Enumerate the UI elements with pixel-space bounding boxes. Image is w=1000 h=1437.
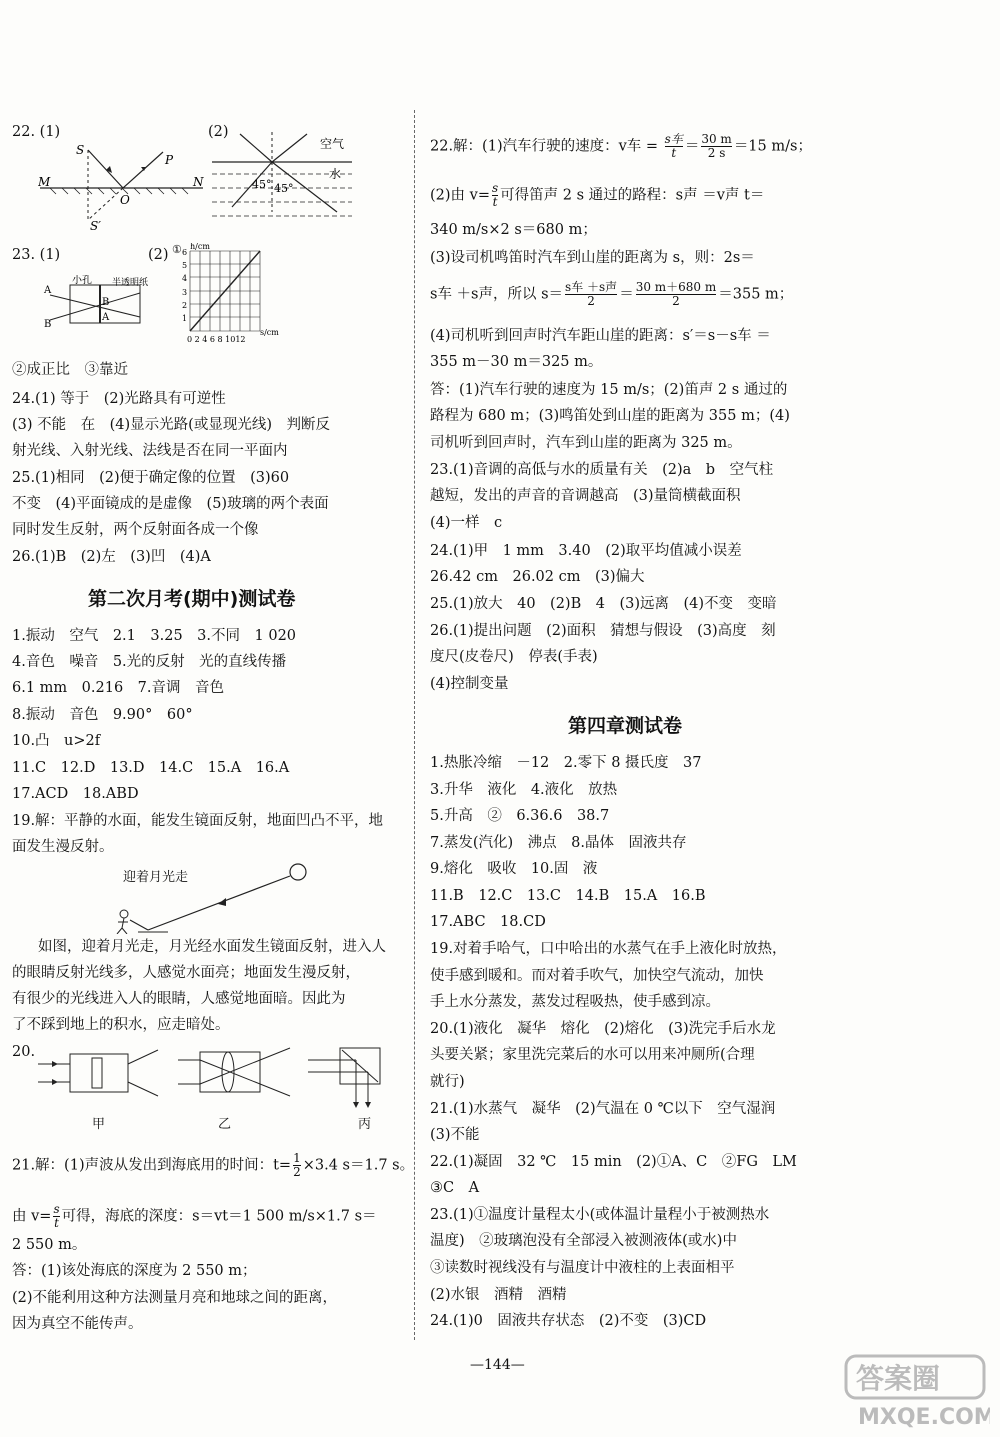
svg-text:S: S [76, 143, 85, 157]
svg-text:MXQE.COM: MXQE.COM [858, 1405, 990, 1430]
svg-text:s/cm: s/cm [260, 328, 279, 337]
answer-22-r-line2: (2)由 v= $\frac{s}{t}$ 可得笛声 2 s 通过的路程：s声 ＝v声 t＝ [430, 181, 765, 209]
answer-24-r-line1: 24.(1)甲 1 mm 3.40 (2)取平均值减小误差 [430, 543, 742, 559]
answer-22-r-line7: 355 m－30 m＝325 m。 [430, 354, 603, 370]
mid-answer-19-line4: 的眼睛反射光线多，人感觉水面亮；地面发生漫反射， [12, 965, 360, 981]
svg-text:答案圈: 答案圈 [856, 1362, 941, 1395]
mid-answer-21-line1: 21.解：(1)声波从发出到海底用的时间：t= $\frac{1}{2}$ ×3.4 s＝1.7 s。 [12, 1151, 415, 1179]
moonlight-figure [108, 862, 308, 934]
answer-26-r-line3: (4)控制变量 [430, 676, 509, 692]
water-label: 水 [329, 167, 342, 181]
svg-text:B: B [102, 297, 110, 308]
figure-22-2-label: (2) [208, 124, 229, 140]
svg-text:半透明纸: 半透明纸 [112, 278, 149, 288]
answer-23-r-line2: 越短，发出的声音的音调越高 (3)量筒横截面积 [430, 488, 741, 504]
answer-22-r-line4: (3)设司机鸣笛时汽车到山崖的距离为 s，则：2s＝ [430, 250, 755, 266]
answer-22-r-line10: 司机听到回声时，汽车到山崖的距离为 325 m。 [430, 435, 742, 451]
answer-23-r-line3: (4)一样 c [430, 515, 503, 531]
svg-text:B: B [44, 319, 52, 330]
svg-text:2: 2 [182, 301, 188, 310]
svg-text:h/cm: h/cm [190, 243, 210, 251]
mid-answer-21-line4: 答：(1)该处海底的深度为 2 550 m； [12, 1263, 257, 1279]
mid-answer-4-5: 4.音色 噪音 5.光的反射 光的直线传播 [12, 654, 287, 670]
ch4-answer-19-line1: 19.对着手哈气，口中哈出的水蒸气在手上液化时放热， [430, 941, 787, 957]
moonlight-caption: 迎着月光走 [123, 870, 189, 885]
ch4-answer-20-line1: 20.(1)液化 凝华 熔化 (2)熔化 (3)洗完手后水龙 [430, 1021, 776, 1037]
svg-text:M: M [38, 175, 51, 189]
mid-answer-19-line2: 面发生漫反射。 [12, 839, 114, 855]
ch4-answer-20-line3: 就行) [430, 1074, 465, 1090]
answer-26-r-line1: 26.(1)提出问题 (2)面积 猜想与假设 (3)高度 刻 [430, 623, 776, 639]
mid-answer-19-line6: 了不踩到地上的积水，应走暗处。 [12, 1017, 230, 1033]
section-title-ch4: 第四章测试卷 [568, 715, 683, 737]
answer-24-r-line2: 26.42 cm 26.02 cm (3)偏大 [430, 569, 645, 585]
mid-answer-17-18: 17.ACD 18.ABD [12, 786, 139, 802]
ch4-answer-7-8: 7.蒸发(汽化) 沸点 8.晶体 固液共存 [430, 835, 687, 851]
mid-answer-11-16: 11.C 12.D 13.D 14.C 15.A 16.A [12, 760, 290, 776]
answer-22-r-line6: (4)司机听到回声时汽车距山崖的距离：s′＝s－s车 ＝ [430, 328, 771, 344]
mid-answer-21-line2: 由 v= $\frac{s}{t}$ 可得，海底的深度：s＝vt＝1 500 m/s×1.7 s＝ [12, 1202, 377, 1230]
answer-22-r-line3: 340 m/s×2 s＝680 m； [430, 222, 597, 238]
mirror-reflection-figure [38, 140, 213, 235]
answer-22-r-line1: 22.解：(1)汽车行驶的速度：v车 = s车 t ＝ $\frac{30 m}{2 s}$ ＝15 m/s； [430, 132, 812, 160]
answer-22-r-line8: 答：(1)汽车行驶的速度为 15 m/s；(2)笛声 2 s 通过的 [430, 382, 788, 398]
ch4-answer-21-line1: 21.(1)水蒸气 凝华 (2)气温在 0 ℃以下 空气湿润 [430, 1101, 776, 1117]
svg-text:①: ① [172, 243, 182, 256]
ch4-answer-23-line1: 23.(1)①温度计量程太小(或体温计量程小于被测热水 [430, 1207, 770, 1223]
svg-text:A: A [44, 285, 52, 296]
svg-text:45°: 45° [252, 178, 272, 191]
answer-25-line3: 同时发生反射，两个反射面各成一个像 [12, 522, 259, 538]
mid-answer-8-9: 8.振动 音色 9.90° 60° [12, 707, 193, 723]
mid-answer-21-line6: 因为真空不能传声。 [12, 1316, 143, 1332]
ch4-answer-22-line2: ③C A [430, 1180, 480, 1196]
ch4-answer-23-line4: (2)水银 酒精 酒精 [430, 1287, 567, 1303]
answer-24-line2: (3) 不能 在 (4)显示光路(或显现光线) 判断反 [12, 417, 331, 433]
lens-figures [38, 1042, 398, 1117]
section-title-midterm: 第二次月考(期中)测试卷 [88, 588, 296, 610]
proportional-graph [170, 243, 280, 343]
answer-24-line1: 24.(1) 等于 (2)光路具有可逆性 [12, 391, 226, 407]
ch4-answer-9-10: 9.熔化 吸收 10.固 液 [430, 861, 598, 877]
svg-text:0 2 4 6 8 1012: 0 2 4 6 8 1012 [187, 335, 246, 343]
ch4-answer-19-line2: 使手感到暖和。而对着手吹气，加快空气流动，加快 [430, 968, 764, 984]
watermark-logo [840, 1352, 990, 1432]
ch4-answer-1-2: 1.热胀冷缩 －12 2.零下 8 摄氏度 37 [430, 755, 702, 771]
ch4-answer-20-line2: 头要关紧；家里洗完菜后的水可以用来冲厕所(合理 [430, 1047, 755, 1063]
mid-answer-21-line5: (2)不能利用这种方法测量月亮和地球之间的距离， [12, 1290, 338, 1306]
answer-23-2-text: ②成正比 ③靠近 [12, 362, 128, 378]
mid-answer-19-line5: 有很少的光线进入人的眼睛，人感觉地面暗。因此为 [12, 991, 346, 1007]
figure-caption-yi: 乙 [218, 1117, 232, 1132]
svg-text:6: 6 [182, 248, 188, 257]
answer-25-line1: 25.(1)相同 (2)便于确定像的位置 (3)60 [12, 470, 290, 486]
mid-answer-6-7: 6.1 mm 0.216 7.音调 音色 [12, 680, 225, 696]
ch4-answer-17-18: 17.ABC 18.CD [430, 914, 546, 930]
page-number: —144— [470, 1357, 525, 1373]
figure-caption-jia: 甲 [92, 1117, 106, 1132]
answer-23-label: 23. (1) [12, 247, 61, 263]
answer-23-r-line1: 23.(1)音调的高低与水的质量有关 (2)a b 空气柱 [430, 462, 774, 478]
answer-25-line2: 不变 (4)平面镜成的是虚像 (5)玻璃的两个表面 [12, 496, 329, 512]
answer-26: 26.(1)B (2)左 (3)凹 (4)A [12, 549, 211, 565]
svg-text:N: N [193, 175, 204, 189]
answer-22-r-line9: 路程为 680 m；(3)鸣笛处到山崖的距离为 355 m；(4) [430, 408, 790, 424]
svg-text:45°: 45° [274, 182, 294, 195]
mid-answer-1-3: 1.振动 空气 2.1 3.25 3.不同 1 020 [12, 628, 297, 644]
refraction-figure [212, 132, 362, 222]
mid-answer-19-line3: 如图，迎着月光走，月光经水面发生镜面反射，进入人 [38, 939, 386, 955]
ch4-answer-24: 24.(1)0 固液共存状态 (2)不变 (3)CD [430, 1313, 707, 1329]
svg-text:3: 3 [182, 288, 188, 297]
answer-22-label: 22. (1) [12, 124, 61, 140]
column-divider [414, 110, 416, 1340]
ch4-answer-5-6: 5.升高 ② 6.36.6 38.7 [430, 808, 610, 824]
svg-text:5: 5 [182, 261, 188, 270]
answer-25-r: 25.(1)放大 40 (2)B 4 (3)远离 (4)不变 变暗 [430, 596, 777, 612]
ch4-answer-3-4: 3.升华 液化 4.液化 放热 [430, 782, 618, 798]
ch4-answer-21-line2: (3)不能 [430, 1127, 480, 1143]
answer-24-line3: 射光线、入射光线、法线是否在同一平面内 [12, 443, 288, 459]
pinhole-figure [40, 275, 175, 340]
answer-22-r-line5: s车 ＋s声，所以 s＝ s车 ＋s声 2 ＝ $\frac{30 m+680 m}{2}$ ＝355 m； [430, 280, 794, 308]
answer-23-2-label: (2) [148, 247, 169, 263]
svg-text:小孔: 小孔 [72, 275, 92, 286]
svg-text:S′: S′ [90, 219, 101, 233]
mid-answer-10: 10.凸 u>2f [12, 733, 101, 749]
answer-26-r-line2: 度尺(皮卷尺) 停表(手表) [430, 649, 598, 665]
svg-text:P: P [165, 153, 174, 167]
svg-text:1: 1 [182, 314, 188, 323]
air-label: 空气 [320, 137, 345, 151]
ch4-answer-23-line3: ③读数时视线没有与温度计中液柱的上表面相平 [430, 1260, 735, 1276]
ch4-answer-22-line1: 22.(1)凝固 32 ℃ 15 min (2)①A、C ②FG LM [430, 1154, 797, 1170]
mid-answer-21-line3: 2 550 m。 [12, 1237, 87, 1253]
mid-answer-19-line1: 19.解：平静的水面，能发生镜面反射，地面凹凸不平，地 [12, 813, 384, 829]
ch4-answer-19-line3: 手上水分蒸发，蒸发过程吸热，使手感到凉。 [430, 994, 720, 1010]
svg-text:O: O [120, 193, 130, 207]
mid-answer-20-label: 20. [12, 1044, 36, 1060]
ch4-answer-11-16: 11.B 12.C 13.C 14.B 15.A 16.B [430, 888, 706, 904]
figure-caption-bing: 丙 [358, 1117, 372, 1132]
ch4-answer-23-line2: 温度) ②玻璃泡没有全部浸入被测液体(或水)中 [430, 1233, 737, 1249]
svg-text:A: A [102, 312, 110, 323]
svg-text:4: 4 [182, 274, 188, 283]
